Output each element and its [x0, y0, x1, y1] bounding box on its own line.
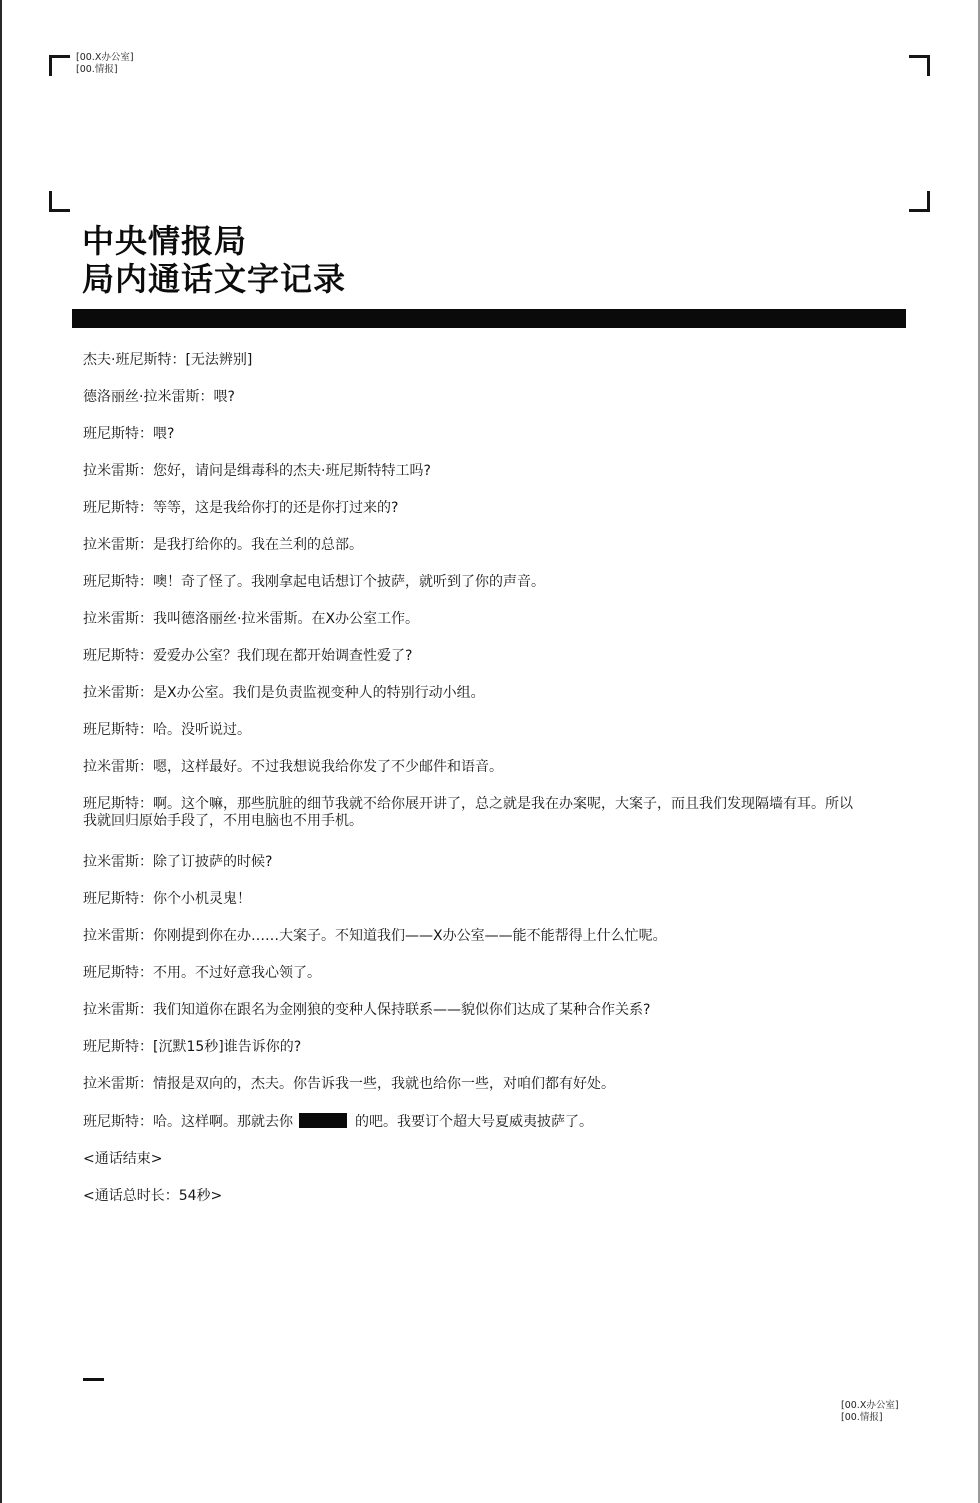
call-duration: <通话总时长：54秒> [83, 1188, 223, 1204]
call-end-marker: <通话结束> [83, 1151, 163, 1167]
transcript-line: 班尼斯特：啊。这个嘛，那些肮脏的细节我就不给你展开讲了，总之就是我在办案呢，大案子，而且我们发现隔墙有耳。所以我就回归原始手段了，不用电脑也不用手机。 [83, 796, 853, 829]
header-tag [76, 52, 134, 76]
transcript [83, 352, 853, 1225]
transcript-line: 拉米雷斯：情报是双向的，杰夫。你告诉我一些，我就也给你一些，对咱们都有好处。 [83, 1076, 615, 1092]
transcript-line: 班尼斯特：不用。不过好意我心领了。 [83, 965, 321, 981]
transcript-line: 班尼斯特：爱爱办公室？我们现在都开始调查性爱了? [83, 648, 413, 664]
transcript-line: 班尼斯特：等等，这是我给你打的还是你打过来的? [83, 500, 399, 516]
frame-corner-bottom-right [909, 191, 930, 212]
frame-corner-top-right [909, 55, 930, 76]
title-line-record: 局内通话文字记录 [82, 260, 347, 298]
transcript-line: 拉米雷斯：是我打给你的。我在兰利的总部。 [83, 537, 363, 553]
title-line-agency: 中央情报局 [82, 222, 248, 260]
transcript-line: 拉米雷斯：我们知道你在跟名为金刚狼的变种人保持联系——貌似你们达成了某种合作关系? [83, 1002, 651, 1018]
transcript-line: 班尼斯特：你个小机灵鬼！ [83, 891, 251, 907]
redacted-line-end: 的吧。我要订个超大号夏威夷披萨了。 [355, 1114, 593, 1130]
footer-tag-office: [00.X办公室] [841, 1400, 899, 1411]
transcript-line: 班尼斯特：[沉默15秒]谁告诉你的? [83, 1039, 302, 1055]
footer-tag [841, 1400, 899, 1424]
page-edge-left [0, 0, 2, 1503]
transcript-line: 德洛丽丝·拉米雷斯：喂? [83, 389, 235, 405]
frame-corner-top-left [49, 55, 70, 76]
document-title [82, 222, 346, 298]
transcript-line: 班尼斯特：喂? [83, 426, 175, 442]
redaction-block [299, 1113, 347, 1128]
title-divider-bar [72, 309, 906, 328]
transcript-line-redacted [83, 1113, 853, 1131]
footer-dash [83, 1378, 104, 1381]
transcript-line: 拉米雷斯：除了订披萨的时候? [83, 854, 273, 870]
transcript-line: 杰夫·班尼斯特：[无法辨别] [83, 352, 253, 368]
transcript-line: 班尼斯特：噢！奇了怪了。我刚拿起电话想订个披萨，就听到了你的声音。 [83, 574, 545, 590]
transcript-line: 拉米雷斯：您好，请问是缉毒科的杰夫·班尼斯特特工吗? [83, 463, 431, 479]
header-tag-office: [00.X办公室] [76, 52, 134, 63]
frame-corner-bottom-left [49, 191, 70, 212]
redacted-line-start: 班尼斯特：哈。这样啊。那就去你 [83, 1114, 293, 1130]
transcript-line: 拉米雷斯：你刚提到你在办……大案子。不知道我们——X办公室——能不能帮得上什么忙呢。 [83, 928, 667, 944]
header-tag-intel: [00.情报] [76, 64, 118, 75]
transcript-line: 拉米雷斯：嗯，这样最好。不过我想说我给你发了不少邮件和语音。 [83, 759, 503, 775]
footer-tag-intel: [00.情报] [841, 1412, 883, 1423]
transcript-line: 拉米雷斯：我叫德洛丽丝·拉米雷斯。在X办公室工作。 [83, 611, 420, 627]
transcript-line: 拉米雷斯：是X办公室。我们是负责监视变种人的特别行动小组。 [83, 685, 485, 701]
transcript-line: 班尼斯特：哈。没听说过。 [83, 722, 251, 738]
